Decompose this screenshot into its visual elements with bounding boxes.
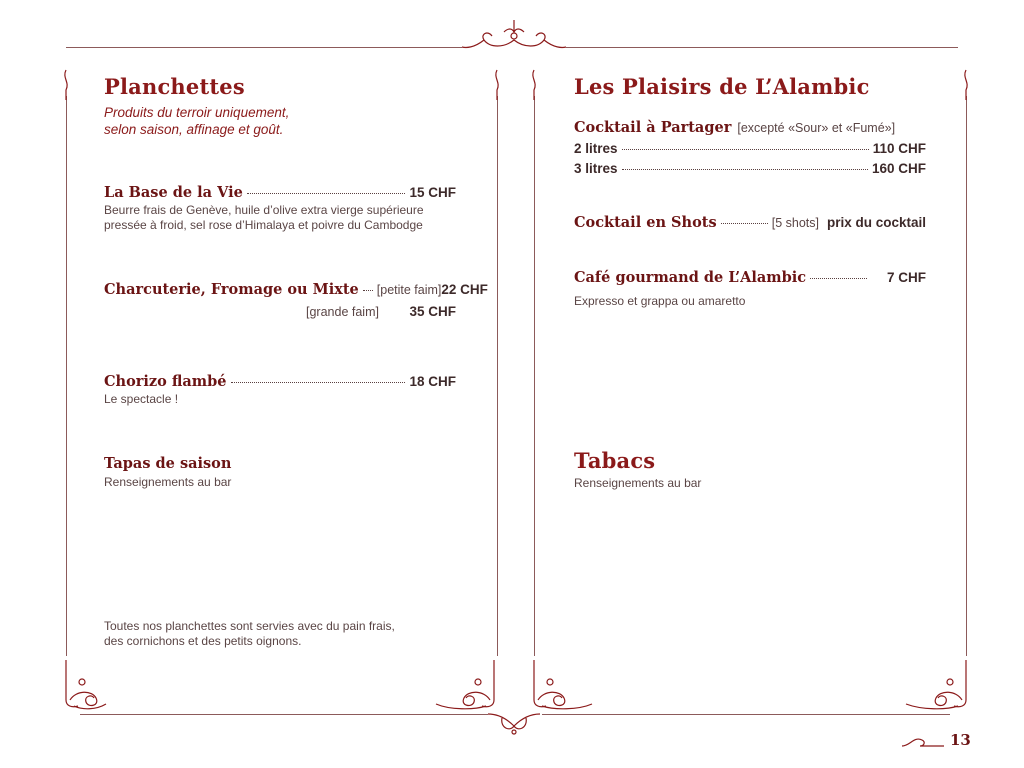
dot-leader (721, 223, 768, 224)
left-page-left-border (66, 96, 67, 656)
dot-leader (247, 193, 406, 194)
dot-leader (363, 290, 373, 291)
right-page-right-border (966, 96, 967, 656)
tabacs-title: Tabacs (574, 448, 656, 473)
menu-item-charcuterie (104, 281, 488, 298)
item-name: Charcuterie, Fromage ou Mixte (104, 281, 359, 298)
menu-item-charcuterie-large (306, 304, 456, 319)
item-description: Renseignements au bar (104, 475, 232, 489)
item-price: prix du cocktail (826, 215, 926, 230)
top-center-ornament (460, 18, 568, 52)
item-price: 22 CHF (441, 282, 488, 297)
menu-item-cocktail-partager (574, 119, 895, 136)
cocktail-row-3-litres (574, 161, 926, 176)
item-price: 18 CHF (409, 374, 456, 389)
dot-leader (622, 149, 869, 150)
menu-item-chorizo (104, 373, 456, 390)
row-label: 3 litres (574, 161, 618, 176)
item-name: Cocktail en Shots (574, 214, 717, 231)
right-page-top-right-corner (960, 70, 974, 100)
item-description: Expresso et grappa ou amaretto (574, 294, 746, 308)
cocktail-row-2-litres (574, 141, 926, 156)
item-price: 7 CHF (886, 270, 926, 285)
bottom-border-right (542, 714, 950, 715)
item-note: [5 shots] (771, 216, 819, 230)
planchettes-footer-line1: Toutes nos planchettes sont servies avec du pain frais, (104, 619, 395, 633)
menu-item-cocktail-shots (574, 214, 926, 231)
row-label: 2 litres (574, 141, 618, 156)
tabacs-description: Renseignements au bar (574, 476, 702, 490)
dot-leader (622, 169, 868, 170)
item-price: 35 CHF (409, 304, 456, 319)
planchettes-subtitle-line1: Produits du terroir uniquement, (104, 105, 290, 120)
bottom-right-flourish (904, 660, 970, 710)
bottom-left-flourish (62, 660, 108, 710)
bottom-center-ornament (486, 708, 542, 736)
item-name: Café gourmand de L’Alambic (574, 269, 807, 286)
item-note: [petite faim] (376, 283, 442, 297)
planchettes-footer-line2: des cornichons et des petits oignons. (104, 634, 302, 648)
item-price: 160 CHF (871, 161, 926, 176)
dot-leader (810, 278, 867, 279)
item-description: Le spectacle ! (104, 392, 179, 406)
item-description-line1: Beurre frais de Genève, huile d’olive extra vierge supérieure (104, 203, 424, 217)
planchettes-title: Planchettes (104, 74, 245, 99)
dot-leader (231, 382, 406, 383)
right-page-left-border (534, 96, 535, 656)
item-note: [grande faim] (306, 305, 379, 319)
item-description-line2: pressée à froid, sel rose d’Himalaya et poivre du Cambodge (104, 218, 423, 232)
bottom-border-left (80, 714, 488, 715)
item-name: La Base de la Vie (104, 184, 243, 201)
page-number: 13 (950, 731, 971, 749)
top-border-right (566, 47, 958, 48)
item-note: [excepté «Sour» et «Fumé»] (737, 121, 896, 135)
item-name: Cocktail à Partager (574, 119, 732, 136)
left-page-right-border (497, 96, 498, 656)
left-page-top-right-corner (491, 70, 505, 100)
planchettes-subtitle-line2: selon saison, affinage et goût. (104, 122, 284, 137)
item-name: Chorizo flambé (104, 373, 227, 390)
menu-item-base-de-la-vie (104, 184, 456, 201)
alambic-title: Les Plaisirs de L’Alambic (574, 74, 870, 99)
top-border-left (66, 47, 462, 48)
left-page-top-left-corner (60, 70, 74, 100)
item-name: Tapas de saison (104, 455, 232, 472)
right-page-top-left-corner (528, 70, 542, 100)
page-number-flourish (900, 734, 946, 748)
menu-item-cafe-gourmand (574, 269, 926, 286)
menu-item-tapas (104, 455, 231, 472)
item-price: 110 CHF (872, 141, 926, 156)
bottom-left-inner-flourish (434, 660, 498, 710)
bottom-right-inner-flourish (530, 660, 594, 710)
item-price: 15 CHF (409, 185, 456, 200)
